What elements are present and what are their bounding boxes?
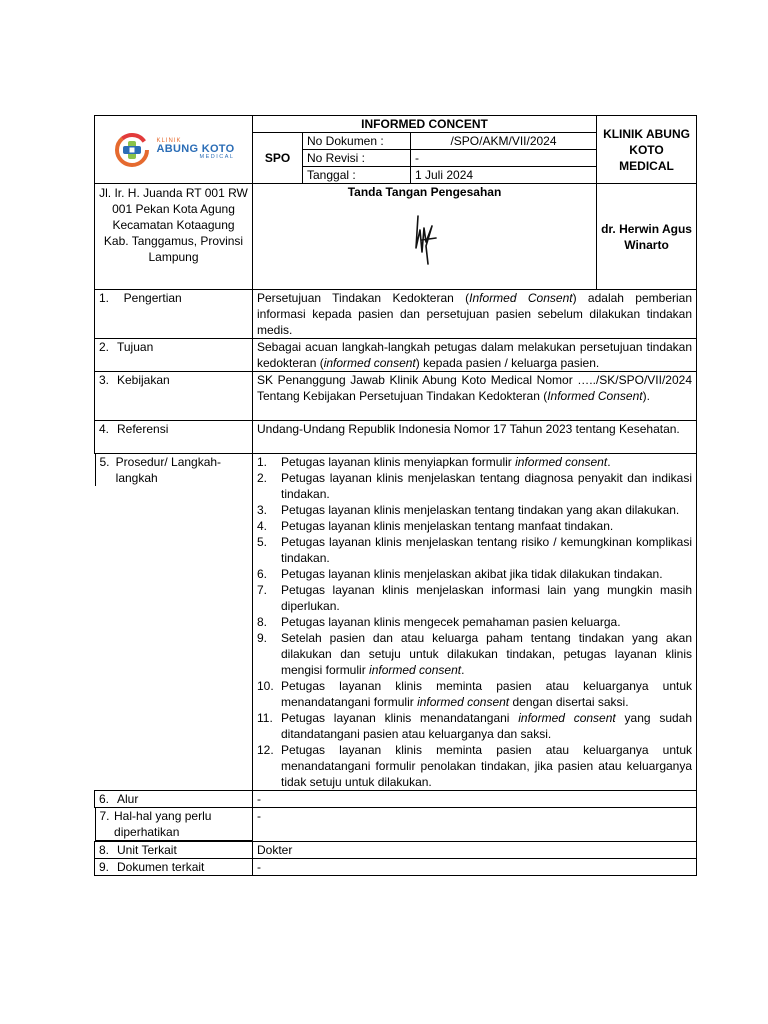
meta-value: 1 Juli 2024	[411, 167, 597, 184]
cross-logo-icon	[113, 131, 151, 169]
section-label-hal-hal	[95, 808, 253, 841]
spo-document	[94, 115, 696, 876]
clinic-address: Jl. Ir. H. Juanda RT 001 RW 001 Pekan Kota Agung Kecamatan Kotaagung Kab. Tanggamus, Provinsi Lampung	[95, 184, 253, 290]
section-label: Unit Terkait	[117, 843, 177, 857]
list-item: 8. Petugas layanan klinis mengecek pemahaman pasien keluarga.	[257, 615, 621, 629]
section-number: 4.	[99, 422, 110, 436]
section-label: Kebijakan	[117, 373, 170, 387]
list-item: 9. Setelah pasien dan atau keluarga paham tentang tindakan yang akan dilakukan dan setuju untuk dilakukan tindakan, petugas layanan klinis mengisi formulir informed consent.	[257, 631, 693, 677]
section-content-tujuan: Sebagai acuan langkah-langkah petugas dalam melakukan persetujuan tindakan kedokteran (informed consent) kepada pasien / keluarga pasien.	[253, 339, 697, 372]
meta-value: /SPO/AKM/VII/2024	[411, 133, 597, 150]
logo-top-text: KLINIK	[156, 138, 182, 145]
clinic-name: KLINIK ABUNG KOTO MEDICAL	[597, 116, 697, 184]
spo-table	[94, 115, 697, 876]
list-item: 10. Petugas layanan klinis meminta pasien atau keluarganya untuk menandatangani formulir informed consent dengan disertai saksi.	[257, 679, 693, 709]
list-item: 4. Petugas layanan klinis menjelaskan tentang manfaat tindakan.	[257, 519, 614, 533]
section-value: -	[253, 859, 697, 876]
section-label-referensi	[95, 421, 253, 454]
logo-sub-text: MEDICAL	[199, 154, 235, 161]
section-label-dokumen-terkait	[95, 859, 253, 876]
handwritten-signature	[410, 208, 440, 268]
section-value: -	[253, 808, 697, 842]
section-label: Prosedur/ Langkah-langkah	[115, 455, 222, 485]
section-label: Hal-hal yang perlu diperhatikan	[114, 809, 212, 839]
section-number: 9.	[99, 860, 110, 874]
clinic-logo	[99, 117, 248, 183]
logo-main-text: ABUNG KOTO	[156, 143, 235, 156]
spo-label: SPO	[253, 133, 303, 184]
meta-label: No Dokumen :	[303, 133, 411, 150]
list-item: 5. Petugas layanan klinis menjelaskan tentang risiko / kemungkinan komplikasi tindakan.	[257, 535, 693, 565]
meta-label: No Revisi :	[303, 150, 411, 167]
section-value: -	[253, 791, 697, 808]
section-label-alur	[95, 791, 253, 808]
section-label-prosedur	[95, 454, 253, 486]
logo-cell	[95, 116, 253, 184]
signature-title: Tanda Tangan Pengesahan	[347, 185, 502, 199]
meta-label: Tanggal :	[303, 167, 411, 184]
section-content-kebijakan: SK Penanggung Jawab Klinik Abung Koto Medical Nomor …../SK/SPO/VII/2024 Tentang Kebijakan Persetujuan Tindakan Kedokteran (Informed Consent).	[253, 372, 697, 421]
section-label-pengertian	[95, 290, 253, 339]
list-item: 1. Petugas layanan klinis menyiapkan formulir informed consent.	[257, 455, 611, 469]
procedure-steps	[253, 454, 697, 791]
section-label-unit-terkait	[95, 842, 253, 859]
section-label: Pengertian	[123, 291, 182, 305]
section-value: Dokter	[253, 842, 697, 859]
signature-cell	[253, 184, 597, 290]
section-number: 1.	[99, 291, 110, 305]
list-item: 6. Petugas layanan klinis menjelaskan akibat jika tidak dilakukan tindakan.	[257, 567, 663, 581]
section-label-kebijakan	[95, 372, 253, 421]
section-content-referensi: Undang-Undang Republik Indonesia Nomor 17 Tahun 2023 tentang Kesehatan.	[253, 421, 697, 454]
meta-value: -	[411, 150, 597, 167]
signer-name: dr. Herwin Agus Winarto	[597, 184, 697, 290]
section-number: 8.	[99, 843, 110, 857]
section-label: Referensi	[117, 422, 169, 436]
section-number: 6.	[99, 792, 110, 806]
procedure-list	[257, 454, 692, 790]
list-item: 7. Petugas layanan klinis menjelaskan informasi lain yang mungkin masih diperlukan.	[257, 583, 693, 613]
section-number: 3.	[99, 373, 110, 387]
document-title: INFORMED CONCENT	[253, 116, 597, 133]
section-number: 7.	[99, 809, 110, 823]
list-item: 3. Petugas layanan klinis menjelaskan tentang tindakan yang akan dilakukan.	[257, 503, 680, 517]
section-label: Alur	[117, 792, 139, 806]
section-content-pengertian: Persetujuan Tindakan Kedokteran (Informed Consent) adalah pemberian informasi kepada pasien dan persetujuan pasien sebelum dilakukan tindakan medis.	[253, 290, 697, 339]
section-number: 5.	[99, 455, 110, 469]
list-item: 2. Petugas layanan klinis menjelaskan tentang diagnosa penyakit dan indikasi tindakan.	[257, 471, 693, 501]
list-item: 12. Petugas layanan klinis meminta pasien atau keluarganya untuk menandatangani formulir penolakan tindakan, jika pasien atau keluarganya tidak setuju untuk dilakukan.	[257, 743, 693, 789]
section-label: Dokumen terkait	[117, 860, 205, 874]
section-number: 2.	[99, 340, 110, 354]
section-label: Tujuan	[117, 340, 154, 354]
section-label-tujuan	[95, 339, 253, 372]
list-item: 11. Petugas layanan klinis menandatangani informed consent yang sudah ditandatangani pasien atau keluarganya dan saksi.	[257, 711, 693, 741]
